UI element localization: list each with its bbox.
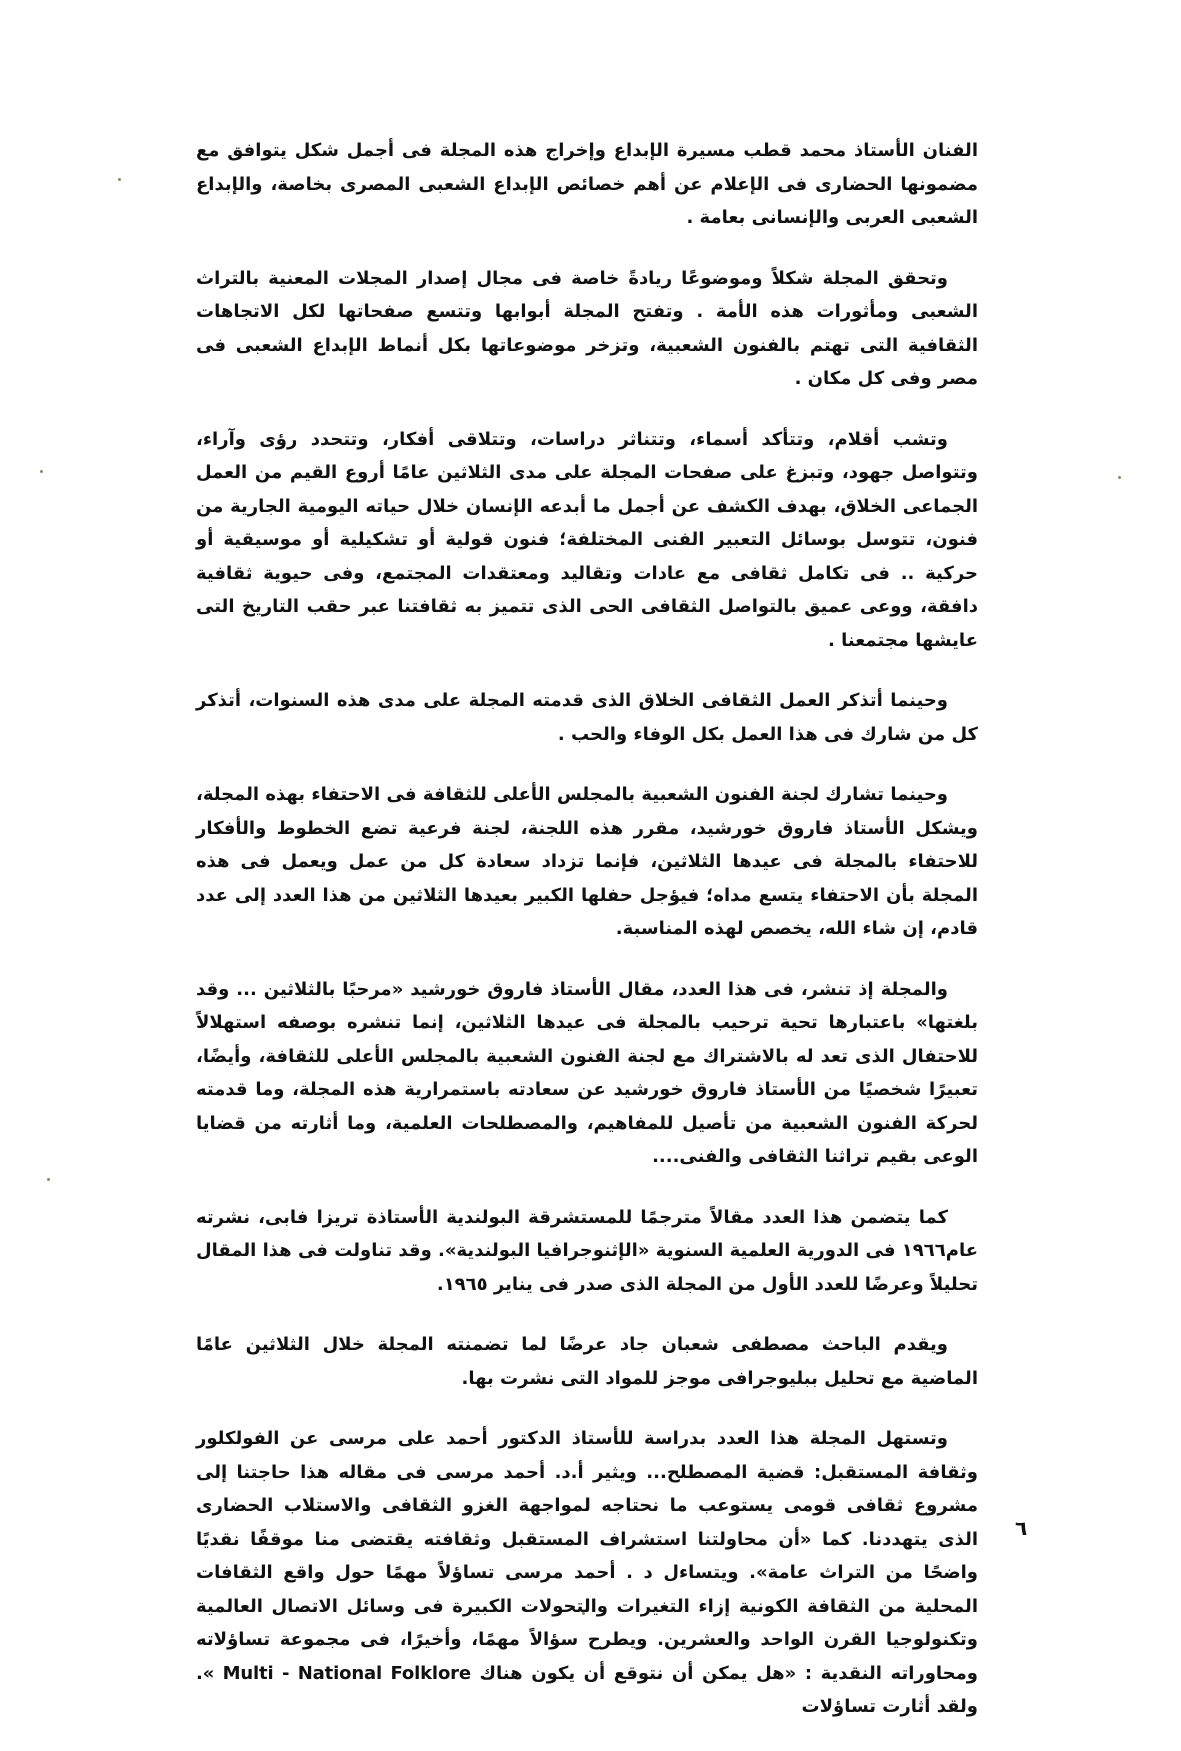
scan-speck (118, 178, 121, 181)
paragraph-2: وتحقق المجلة شكلاً وموضوعًا ريادةً خاصة فى مجال إصدار المجلات المعنية بالتراث الشعبى ومأثورات هذه الأمة . وتفتح المجلة أبوابها وتتسع صفحاتها لكل الاتجاهات الثقافية التى تهتم بالفنون الشعبية، وتزخر موضوعاتها بكل أنماط الإبداع الشعبى فى مصر وفى كل مكان . (196, 267, 978, 389)
scan-speck (40, 470, 43, 473)
paragraph-8: ويقدم الباحث مصطفى شعبان جاد عرضًا لما تضمنته المجلة خلال الثلاثين عامًا الماضية مع تحليل ببليوجرافى موجز للمواد التى نشرت بها. (196, 1334, 978, 1389)
body-text (196, 134, 978, 1751)
paragraph-5: وحينما تشارك لجنة الفنون الشعبية بالمجلس الأعلى للثقافة فى الاحتفاء بهذه المجلة، ويشكل الأستاذ فاروق خورشيد، مقرر هذه اللجنة، لجنة فرعية تضع الخطوط والأفكار للاحتفاء بالمجلة فى عيدها الثلاثين، فإنما تزداد سعادة كل من عمل ويعمل فى هذه المجلة بأن الاحتفاء يتسع مداه؛ فيؤجل حفلها الكبير بعيدها الثلاثين من هذا العدد إلى عدد قادم، إن شاء الله، يخصص لهذه المناسبة. (196, 784, 978, 939)
paragraph-4: وحينما أتذكر العمل الثقافى الخلاق الذى قدمته المجلة على مدى هذه السنوات، أتذكر كل من شارك فى هذا العمل بكل الوفاء والحب . (196, 690, 978, 745)
paragraph-7: كما يتضمن هذا العدد مقالاً مترجمًا للمستشرقة البولندية الأستاذة تريزا فابى، نشرته عام١٩٦٦ فى الدورية العلمية السنوية «الإثنوجرافيا البولندية». وقد تناولت فى هذا المقال تحليلاً وعرضًا للعدد الأول من المجلة الذى صدر فى يناير ١٩٦٥. (196, 1206, 978, 1295)
scan-speck (47, 1178, 50, 1181)
paragraph-3: وتشب أقلام، وتتأكد أسماء، وتتناثر دراسات، وتتلاقى أفكار، وتتحدد رؤى وآراء، وتتواصل جهود، وتبزغ على صفحات المجلة على مدى الثلاثين عامًا أروع القيم من العمل الجماعى الخلاق، بهدف الكشف عن أجمل ما أبدعه الإنسان خلال حياته اليومية الجارية من فنون، تتوسل بوسائل التعبير الفنى المختلفة؛ فنون قولية أو تشكيلية أو موسيقية أو حركية .. فى تكامل ثقافى مع عادات وتقاليد ومعتقدات المجتمع، وفى حيوية ثقافية دافقة، ووعى عميق بالتواصل الثقافى الحى الذى تتميز به ثقافتنا عبر حقب التاريخ التى عايشها مجتمعنا . (196, 428, 978, 651)
paragraph-9: وتستهل المجلة هذا العدد بدراسة للأستاذ الدكتور أحمد على مرسى عن الفولكلور وثقافة المستقبل: قضية المصطلح... ويثير أ.د. أحمد مرسى فى مقاله هذا حاجتنا إلى مشروع ثقافى قومى يستوعب ما نحتاجه لمواجهة الغزو الثقافى والاستلاب الحضارى الذى يتهددنا. كما «أن محاولتنا استشراف المستقبل وثقافته يقتضى منا موقفًا نقديًا واضحًا من التراث عامة». ويتساءل د . أحمد مرسى تساؤلاً مهمًا حول واقع الثقافات المحلية من الثقافة الكونية إزاء التغيرات والتحولات الكبيرة فى وسائل الاتصال العالمية وتكنولوجيا القرن الواحد والعشرين. ويطرح سؤالاً مهمًا، وأخيرًا، فى مجموعة تساؤلاته ومحاوراته النقدية : «هل يمكن أن نتوقع أن يكون هناك Multi - National Folklore ». ولقد أثارت تساؤلات (196, 1428, 978, 1717)
scan-speck (1118, 476, 1121, 479)
paragraph-6: والمجلة إذ تنشر، فى هذا العدد، مقال الأستاذ فاروق خورشيد «مرحبًا بالثلاثين ... وقد بلغتها» باعتبارها تحية ترحيب بالمجلة فى عيدها الثلاثين، إنما تنشره بوصفه استهلالاً للاحتفال الذى تعد له بالاشتراك مع لجنة الفنون الشعبية بالمجلس الأعلى للثقافة، وأيضًا، تعبيرًا شخصيًا من الأستاذ فاروق خورشيد عن سعادته باستمرارية هذه المجلة، وما قدمته لحركة الفنون الشعبية من تأصيل للمفاهيم، والمصطلحات العلمية، وما أثارته من قضايا الوعى بقيم تراثنا الثقافى والفنى.... (196, 978, 978, 1167)
page-number: ٦ (1015, 1516, 1028, 1540)
paragraph-1: الفنان الأستاذ محمد قطب مسيرة الإبداع وإخراج هذه المجلة فى أجمل شكل يتوافق مع مضمونها الحضارى فى الإعلام عن أهم خصائص الإبداع الشعبى المصرى بخاصة، والإبداع الشعبى العربى والإنسانى بعامة . (196, 140, 978, 228)
